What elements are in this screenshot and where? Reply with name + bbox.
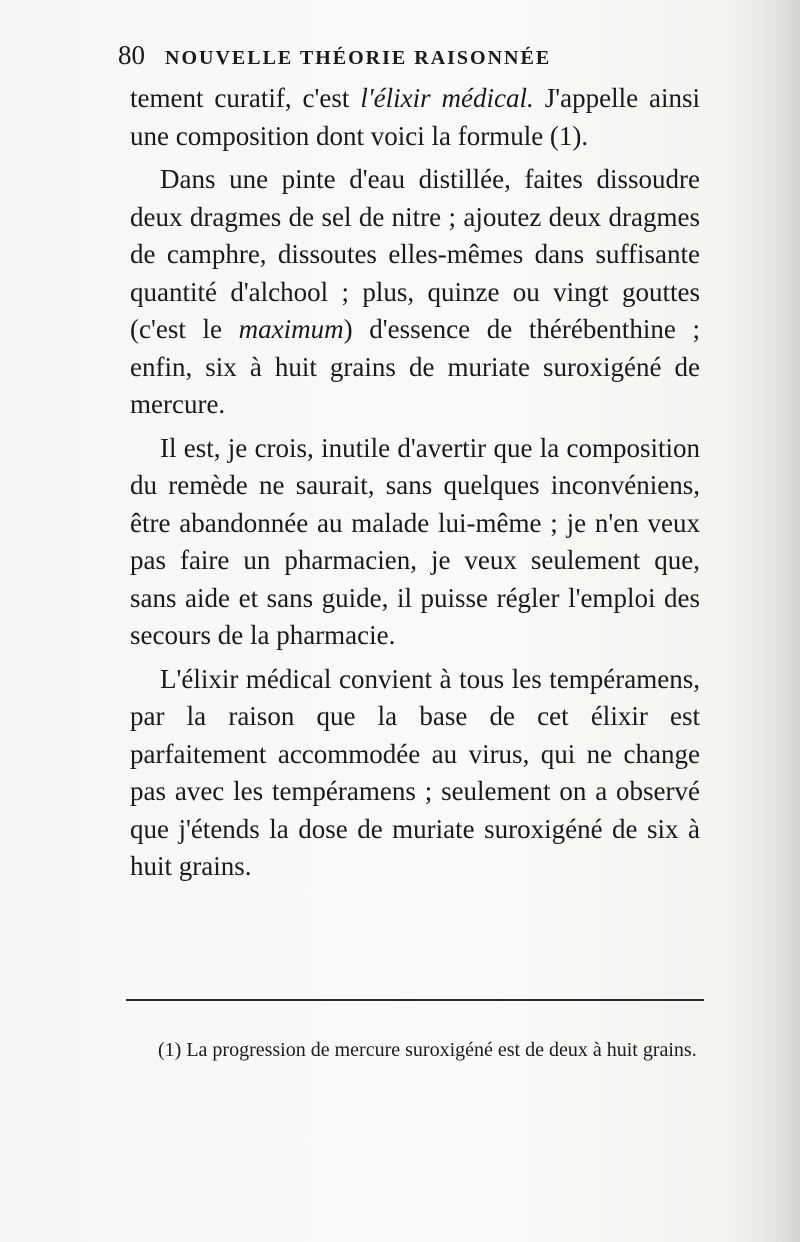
page-shadow	[730, 0, 800, 1242]
italic-term: l'élixir médical.	[360, 83, 534, 113]
running-title: NOUVELLE THÉORIE RAISONNÉE	[165, 47, 552, 69]
page-header	[118, 40, 551, 80]
paragraph-1: tement curatif, c'est l'élixir médical. J'appelle ainsi une composition dont voici la formule (1).	[130, 83, 700, 151]
italic-term: maximum	[238, 314, 344, 344]
footnote: (1) La progression de mercure suroxigéné est de deux à huit grains.	[158, 1039, 697, 1061]
paragraph-2: Dans une pinte d'eau distillée, faites dissoudre deux dragmes de sel de nitre ; ajoutez deux dragmes de camphre, dissoutes elles-mêmes dans suffisante quantité d'alchool ; plus, quinze ou vingt gouttes (c'est le maximum) d'essence de thérébenthine ; enfin, six à huit grains de muriate suroxigéné de mercure.	[130, 164, 700, 419]
body-text	[130, 80, 700, 892]
page-number: 80	[118, 40, 145, 70]
paragraph-3: Il est, je crois, inutile d'avertir que la composition du remède ne saurait, sans quelques inconvéniens, être abandonnée au malade lui-même ; je n'en veux pas faire un pharmacien, je veux seulement que, sans aide et sans guide, il puisse régler l'emploi des secours de la pharmacie.	[130, 432, 700, 650]
paragraph-4: L'élixir médical convient à tous les tempéramens, par la raison que la base de cet élixir est parfaitement accommodée au virus, qui ne change pas avec les tempéramens ; seulement on a observé que j'étends la dose de muriate suroxigéné de six à huit grains.	[130, 663, 700, 881]
footnote-divider	[126, 999, 704, 1001]
